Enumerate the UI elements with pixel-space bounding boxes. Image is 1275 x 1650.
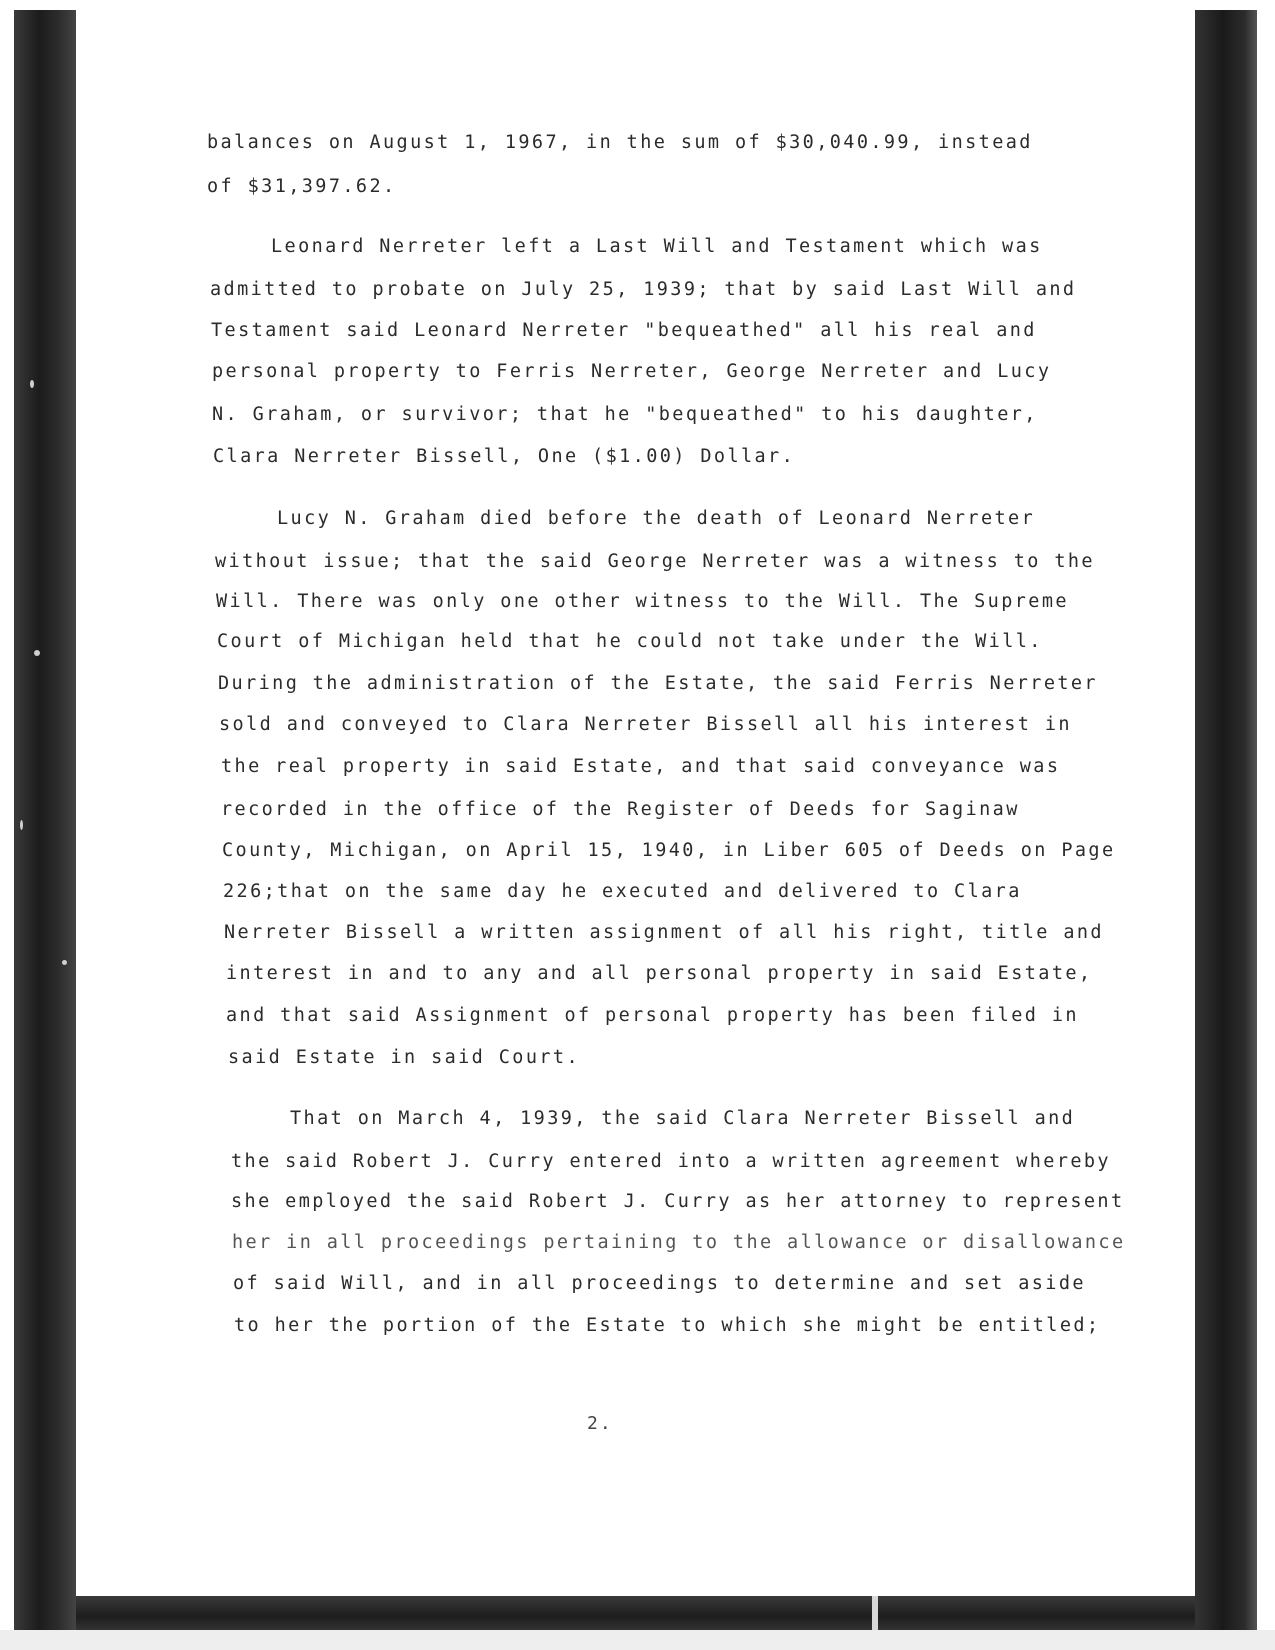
text-line: her in all proceedings pertaining to the allowance or disallowance [232, 1232, 1126, 1253]
text-line: of said Will, and in all proceedings to determine and set aside [233, 1273, 1086, 1294]
text-line: During the administration of the Estate, the said Ferris Nerreter [218, 673, 1098, 694]
text-line: personal property to Ferris Nerreter, George Nerreter and Lucy [212, 361, 1052, 382]
page-number: 2. [587, 1413, 613, 1434]
text-line: interest in and to any and all personal property in said Estate, [226, 963, 1093, 984]
text-line: balances on August 1, 1967, in the sum of $30,040.99, instead [207, 132, 1033, 153]
text-line: N. Graham, or survivor; that he "bequeathed" to his daughter, [212, 404, 1038, 425]
text-line: Clara Nerreter Bissell, One ($1.00) Dollar. [213, 446, 796, 467]
text-line: said Estate in said Court. [228, 1047, 580, 1068]
text-line: That on March 4, 1939, the said Clara Nerreter Bissell and [290, 1108, 1076, 1129]
text-line: admitted to probate on July 25, 1939; that by said Last Will and [210, 279, 1077, 300]
text-line: Court of Michigan held that he could not take under the Will. [217, 631, 1043, 652]
text-line: to her the portion of the Estate to which she might be entitled; [234, 1315, 1101, 1336]
text-line: the real property in said Estate, and that said conveyance was [221, 756, 1061, 777]
scan-border-gap [872, 1596, 878, 1630]
scan-border-left [14, 10, 76, 1630]
text-line: Will. There was only one other witness to the Will. The Supreme [216, 591, 1069, 612]
text-line: of $31,397.62. [207, 176, 397, 197]
scan-speck [30, 380, 34, 388]
text-line: the said Robert J. Curry entered into a written agreement whereby [231, 1151, 1111, 1172]
text-line: sold and conveyed to Clara Nerreter Bissell all his interest in [219, 714, 1072, 735]
document-page [76, 10, 1195, 1596]
text-line: recorded in the office of the Register of Deeds for Saginaw [221, 799, 1020, 820]
scan-border-right [1195, 10, 1257, 1630]
text-line: Testament said Leonard Nerreter "bequeathed" all his real and [211, 320, 1037, 341]
text-line: she employed the said Robert J. Curry as her attorney to represent [231, 1191, 1125, 1212]
text-line: Leonard Nerreter left a Last Will and Testament which was [271, 236, 1043, 257]
text-line: Nerreter Bissell a written assignment of all his right, title and [224, 922, 1104, 943]
scan-speck [62, 960, 67, 965]
text-line: Lucy N. Graham died before the death of Leonard Nerreter [277, 508, 1036, 529]
text-line: 226;that on the same day he executed and delivered to Clara [223, 881, 1022, 902]
scan-speck [34, 650, 40, 656]
scan-background-strip [0, 1630, 1275, 1650]
text-line: without issue; that the said George Nerreter was a witness to the [215, 551, 1095, 572]
text-line: County, Michigan, on April 15, 1940, in Liber 605 of Deeds on Page [222, 840, 1116, 861]
scan-speck [20, 820, 23, 830]
text-line: and that said Assignment of personal property has been filed in [226, 1005, 1079, 1026]
scan-border-bottom [76, 1596, 1195, 1630]
